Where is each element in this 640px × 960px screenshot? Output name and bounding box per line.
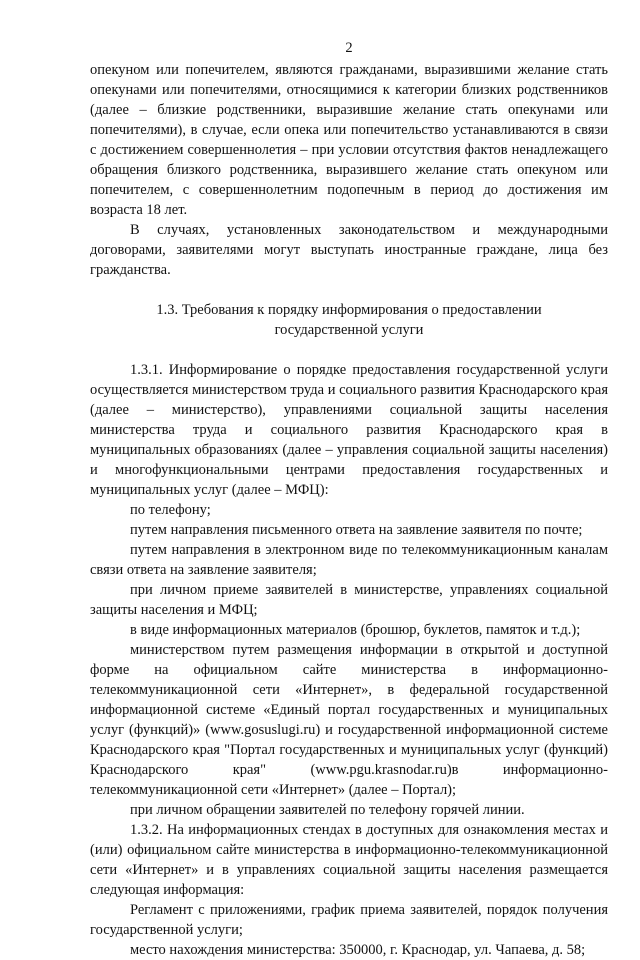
list-item-info-materials: в виде информационных материалов (брошюр, буклетов, памяток и т.д.); xyxy=(130,622,581,638)
list-item-electronic: путем направления в электронном виде по телекоммуникационным каналам связи ответа на заявление заявителя; xyxy=(90,542,608,578)
paragraph-foreign-applicants: В случаях, установленных законодательством и международными договорами, заявителями могут выступать иностранные граждане, лица без гражданства. xyxy=(90,222,608,278)
document-page xyxy=(90,38,608,960)
list-item-personal-reception: при личном приеме заявителей в министерстве, управлениях социальной защиты населения и МФЦ; xyxy=(90,582,608,618)
list-item-phone: по телефону; xyxy=(130,502,211,518)
list-item-portal: министерством путем размещения информации в открытой и доступной форме на официальном сайте министерства в информационно-телекоммуникационной сети «Интернет», в федеральной государственной информационной системе «Единый портал государственных и муниципальных услуг (функций)» (www.gosuslugi.ru) и государственной информационной системе Краснодарского края "Портал государственных и муниципальных услуг (функций) Краснодарского края" (www.pgu.krasnodar.ru)в информационно-телекоммуникационной сети «Интернет» (далее – Портал); xyxy=(90,642,608,798)
paragraph-close-relatives: опекуном или попечителем, являются гражданами, выразившими желание стать опекунами или попечителями, относящимися к категории близких родственников (далее – близкие родственники, выразившие желание стать опекунами или попечителями), в случае, если опека или попечительство устанавливаются в связи с достижением совершеннолетия – при условии отсутствия фактов ненадлежащего обращения близкого родственника, выразившего желание стать опекуном или попечителем, с совершеннолетним подопечным в период до достижения им возраста 18 лет. xyxy=(90,62,608,218)
page-number: 2 xyxy=(345,40,353,56)
list-item-mail: путем направления письменного ответа на заявление заявителя по почте; xyxy=(130,522,583,538)
paragraph-1-3-1: 1.3.1. Информирование о порядке предоставления государственной услуги осуществляется министерством труда и социального развития Краснодарского края (далее – министерство), управлениями социальной защиты населения министерства труда и социального развития Краснодарского края в муниципальных образованиях (далее – управления социальной защиты населения) и многофункциональными центрами предоставления государственных и муниципальных услуг (далее – МФЦ): xyxy=(90,362,608,498)
list-item-regulation: Регламент с приложениями, график приема заявителей, порядок получения государственной услуги; xyxy=(90,902,608,938)
section-heading-1-3: 1.3. Требования к порядку информирования о предоставлении государственной услуги xyxy=(156,302,542,338)
paragraph-1-3-2: 1.3.2. На информационных стендах в доступных для ознакомления местах и (или) официальном сайте министерства в информационно-телекоммуникационной сети «Интернет» и в управлениях социальной защиты населения размещается следующая информация: xyxy=(90,822,608,898)
list-item-hotline: при личном обращении заявителей по телефону горячей линии. xyxy=(130,802,525,818)
list-item-location: место нахождения министерства: 350000, г. Краснодар, ул. Чапаева, д. 58; xyxy=(130,942,586,958)
